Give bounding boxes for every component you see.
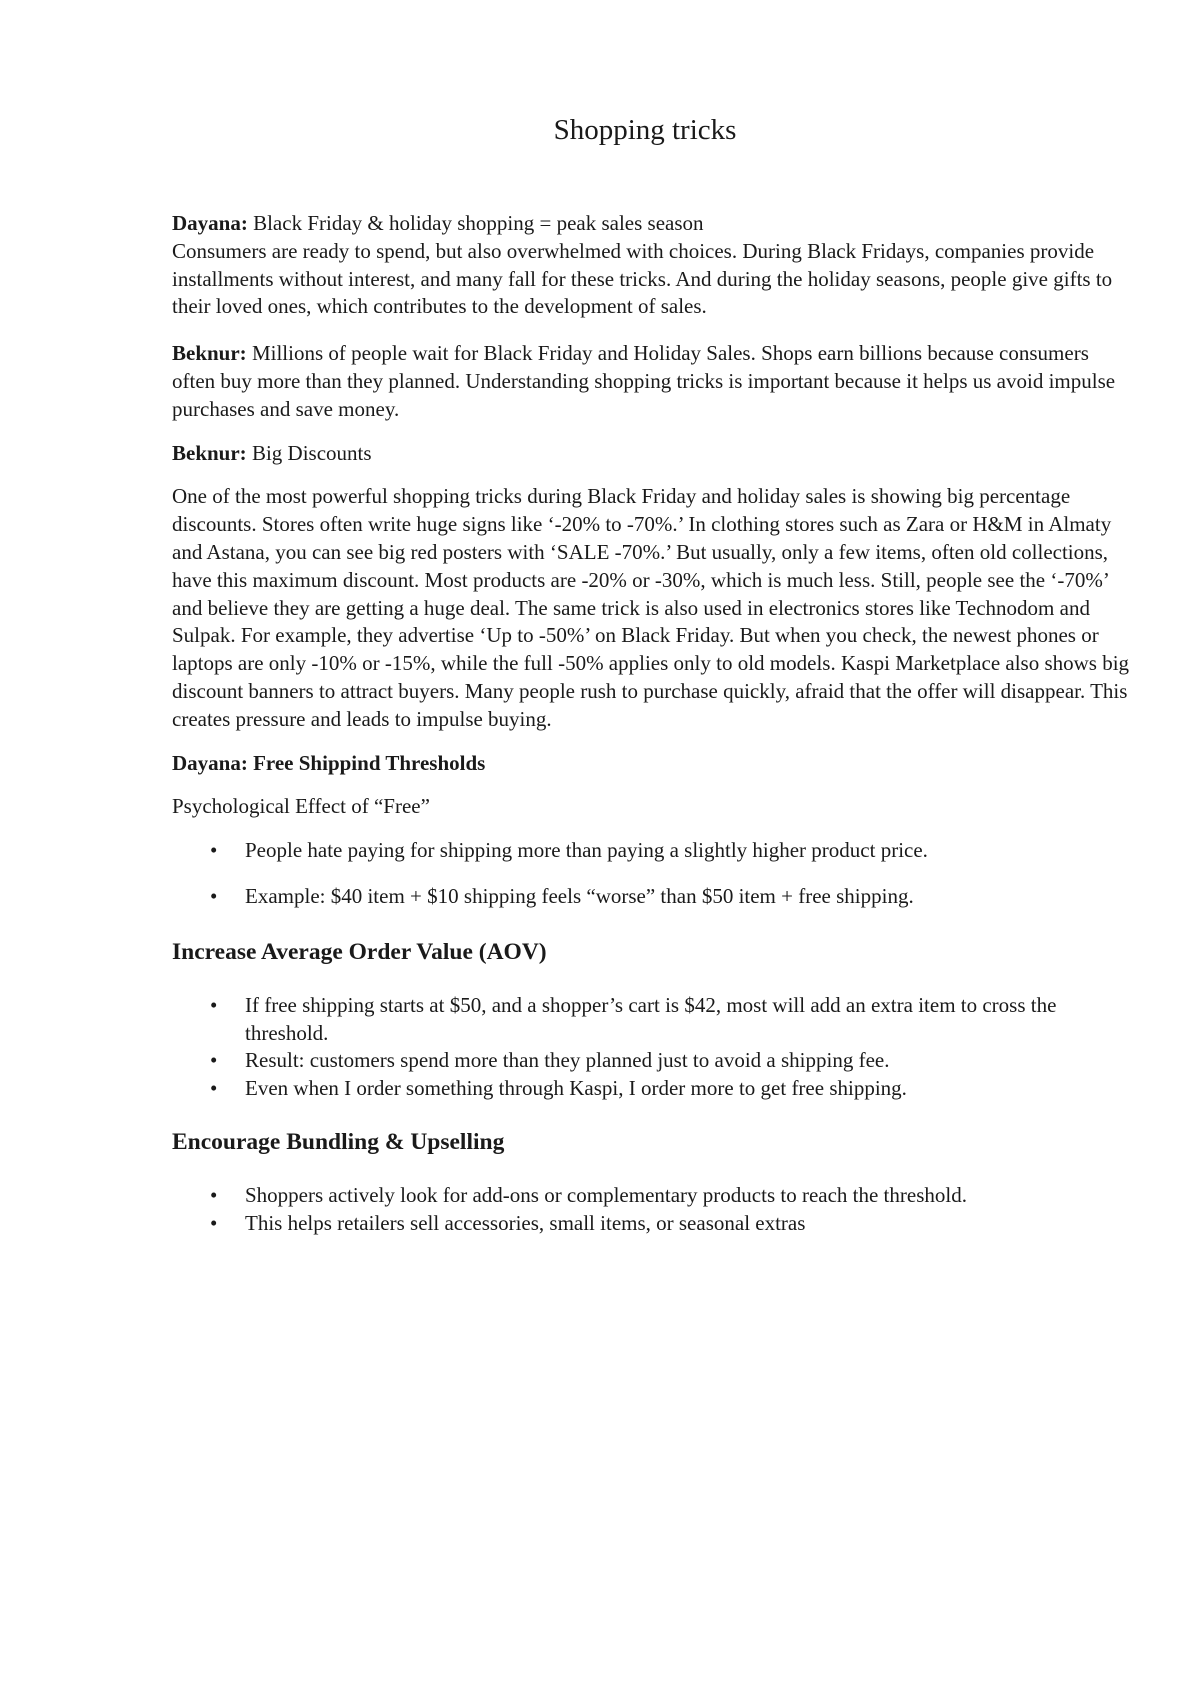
section4-bullet-list <box>172 837 1132 911</box>
bullet-icon: • <box>210 1076 218 1101</box>
section4-subheading: Psychological Effect of “Free” <box>172 794 430 819</box>
speaker-label: Dayana: <box>172 211 248 235</box>
document-title: Shopping tricks <box>553 114 737 146</box>
list-item <box>172 992 1132 1048</box>
section4-heading-text: Dayana: Free Shippind Thresholds <box>172 750 486 775</box>
section1-headline-line <box>172 210 1132 238</box>
section1-headline: Black Friday & holiday shopping = peak sales season <box>247 211 704 235</box>
list-item <box>172 1047 1132 1075</box>
list-item-text: People hate paying for shipping more than paying a slightly higher product price. <box>245 838 928 863</box>
section3-body: One of the most powerful shopping tricks during Black Friday and holiday sales is showing big percentage discounts. Stores often write huge signs like ‘-20% to -70%.’ In clothing stores such as Zara or H&M in Almaty and Astana, you can see big red posters with ‘SALE -70%.’ But usually, only a few items, often old collections, have this maximum discount. Most products are -20% or -30%, which is much less. Still, people see the ‘-70%’ and believe they are getting a huge deal. The same trick is also used in electronics stores like Technodom and Sulpak. For example, they advertise ‘Up to -50%’ on Black Friday. But when you check, the newest phones or laptops are only -10% or -15%, while the full -50% applies only to old models. Kaspi Marketplace also shows big discount banners to attract buyers. Many people rush to purchase quickly, afraid that the offer will disappear. This creates pressure and leads to impulse buying. <box>172 484 1130 731</box>
list-item-text: If free shipping starts at $50, and a shopper’s cart is $42, most will add an extra item to cross the threshold. <box>245 992 1057 1045</box>
speaker-label: Beknur: <box>172 440 247 465</box>
section5-bullet-list <box>172 992 1132 1103</box>
bullet-icon: • <box>210 883 218 908</box>
section5-heading: Increase Average Order Value (AOV) <box>172 938 547 965</box>
section2-body: Millions of people wait for Black Friday and Holiday Sales. Shops earn billions because consumers often buy more than they planned. Understanding shopping tricks is important because it helps us avoid impulse purchases and save money. <box>172 341 1116 421</box>
bullet-icon: • <box>210 1048 218 1073</box>
speaker-label: Beknur: <box>172 341 247 366</box>
list-item <box>172 883 1132 911</box>
bullet-icon: • <box>210 992 218 1017</box>
section3-headline-line <box>172 440 1132 468</box>
section3-headline: Big Discounts <box>246 440 372 465</box>
bullet-icon: • <box>210 1210 218 1235</box>
list-item-text: This helps retailers sell accessories, small items, or seasonal extras <box>245 1210 806 1235</box>
list-item <box>172 837 1132 865</box>
section4-heading <box>172 750 1132 778</box>
list-item <box>172 1210 1132 1238</box>
list-item-text: Result: customers spend more than they planned just to avoid a shipping fee. <box>245 1048 890 1073</box>
list-item <box>172 1182 1132 1210</box>
section2-paragraph <box>172 340 1132 423</box>
bullet-icon: • <box>210 838 218 863</box>
section1-body: Consumers are ready to spend, but also overwhelmed with choices. During Black Fridays, companies provide installments without interest, and many fall for these tricks. And during the holiday seasons, people give gifts to their loved ones, which contributes to the development of sales. <box>172 238 1113 319</box>
bullet-icon: • <box>210 1182 218 1207</box>
section6-bullet-list <box>172 1182 1132 1238</box>
list-item <box>172 1075 1132 1103</box>
list-item-text: Example: $40 item + $10 shipping feels “worse” than $50 item + free shipping. <box>245 883 914 908</box>
list-item-text: Shoppers actively look for add-ons or complementary products to reach the threshold. <box>245 1182 967 1207</box>
section6-heading: Encourage Bundling & Upselling <box>172 1128 505 1155</box>
document-body <box>172 210 1132 1238</box>
list-item-text: Even when I order something through Kaspi, I order more to get free shipping. <box>245 1076 907 1101</box>
